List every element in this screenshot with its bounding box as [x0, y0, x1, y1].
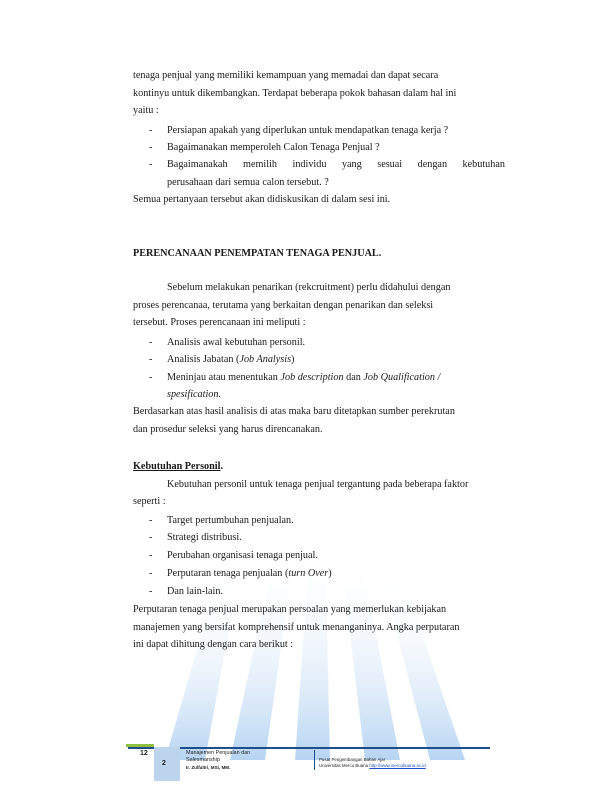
- body-text-line: tersebut. Proses perencanaan ini meliputi :: [133, 317, 306, 328]
- emphasis-text: spesification.: [167, 389, 222, 400]
- section-heading: [133, 460, 223, 473]
- word: memilih: [243, 159, 277, 170]
- list-bullet: -: [149, 372, 153, 383]
- course-title: Salesmanship: [186, 757, 220, 763]
- page-number: 12: [140, 750, 148, 757]
- list-item: Perubahan organisasi tenaga penjual.: [167, 550, 318, 561]
- section-heading-text: Kebutuhan Personil: [133, 461, 221, 472]
- body-text-line: dan prosedur seleksi yang harus direncanakan.: [133, 424, 323, 435]
- body-text-line: Semua pertanyaan tersebut akan didiskusikan di dalam sesi ini.: [133, 194, 391, 205]
- list-bullet: -: [149, 532, 153, 543]
- body-text-line: tenaga penjual yang memiliki kemampuan yang memadai dan dapat secara: [133, 70, 439, 81]
- word: yang: [341, 159, 362, 170]
- emphasis-text: Job Qualification /: [363, 372, 441, 383]
- list-bullet: -: [149, 354, 153, 365]
- text: Universitas Mercu Buana: [319, 763, 370, 768]
- list-item: Target pertumbuhan penjualan.: [167, 515, 294, 526]
- list-bullet: -: [149, 337, 153, 348]
- list-item: Analisis awal kebutuhan personil.: [167, 337, 306, 348]
- word: sesuai: [377, 159, 403, 170]
- emphasis-text: Job Analysis: [239, 354, 292, 365]
- section-heading: PERENCANAAN PENEMPATAN TENAGA PENJUAL.: [133, 248, 382, 259]
- list-item: Bagaimanakan memperoleh Calon Tenaga Penjual ?: [167, 142, 380, 153]
- list-item: Strategi distribusi.: [167, 532, 242, 543]
- course-title: Manajemen Penjualan dan: [186, 750, 251, 756]
- footer-divider: [314, 750, 315, 770]
- website-link[interactable]: http://www.mercubuana.ac.id: [369, 763, 426, 768]
- institution-line: [319, 763, 426, 769]
- footer-institution: [319, 757, 426, 769]
- body-text-line: ini dapat dihitung dengan cara berikut :: [133, 639, 294, 650]
- emphasis-text: Job description: [280, 372, 344, 383]
- list-item-continuation: [167, 388, 221, 401]
- list-item: [167, 158, 505, 171]
- page-number-box-label: 2: [162, 760, 166, 767]
- text: Analisis Jabatan (: [167, 354, 240, 365]
- list-bullet: -: [149, 568, 153, 579]
- list-bullet: -: [149, 586, 153, 597]
- list-item: [167, 371, 440, 384]
- text: ): [328, 568, 332, 579]
- word: dengan: [417, 159, 448, 170]
- text: dan: [343, 372, 364, 383]
- institution-name: Pusat Pengembangan Bahan Ajar: [319, 757, 386, 762]
- list-item: [167, 567, 332, 580]
- body-text-line: proses perencanaa, terutama yang berkaitan dengan penarikan dan seleksi: [133, 300, 434, 311]
- body-text-line: yaitu :: [133, 105, 159, 116]
- author-name: Ir. Zulfaltri, MSi, MM.: [186, 765, 231, 770]
- emphasis-text: turn Over: [288, 568, 329, 579]
- text: .: [220, 461, 224, 472]
- body-text-line: Berdasarkan atas hasil analisis di atas maka baru ditetapkan sumber perekrutan: [133, 406, 455, 417]
- body-text-line: seperti :: [133, 496, 166, 507]
- list-item-continuation: perusahaan dari semua calon tersebut. ?: [167, 177, 329, 188]
- word: Bagaimanakah: [167, 159, 228, 170]
- list-bullet: -: [149, 159, 153, 170]
- text: ): [291, 354, 295, 365]
- list-bullet: -: [149, 142, 153, 153]
- list-item: [167, 353, 294, 366]
- list-bullet: -: [149, 550, 153, 561]
- list-item: Persiapan apakah yang diperlukan untuk mendapatkan tenaga kerja ?: [167, 125, 449, 136]
- body-text-line: Perputaran tenaga penjual merupakan persoalan yang memerlukan kebijakan: [133, 604, 447, 615]
- text: Meninjau atau menentukan: [167, 372, 281, 383]
- body-text-line: kontinyu untuk dikembangkan. Terdapat beberapa pokok bahasan dalam hal ini: [133, 88, 457, 99]
- footer-page-box: [154, 747, 180, 781]
- body-text-line: Sebelum melakukan penarikan (rekcruitment) perlu didahului dengan: [167, 282, 451, 293]
- text: Perputaran tenaga penjualan (: [167, 568, 289, 579]
- word: kebutuhan: [462, 159, 505, 170]
- word: individu: [292, 159, 327, 170]
- list-item: Dan lain-lain.: [167, 586, 224, 597]
- list-bullet: -: [149, 515, 153, 526]
- footer-course: [186, 750, 250, 771]
- list-bullet: -: [149, 125, 153, 136]
- footer-rule: [128, 747, 490, 749]
- body-text-line: manajemen yang bersifat komprehensif untuk menanganinya. Angka perputaran: [133, 622, 460, 633]
- body-text-line: Kebutuhan personil untuk tenaga penjual tergantung pada beberapa faktor: [167, 479, 469, 490]
